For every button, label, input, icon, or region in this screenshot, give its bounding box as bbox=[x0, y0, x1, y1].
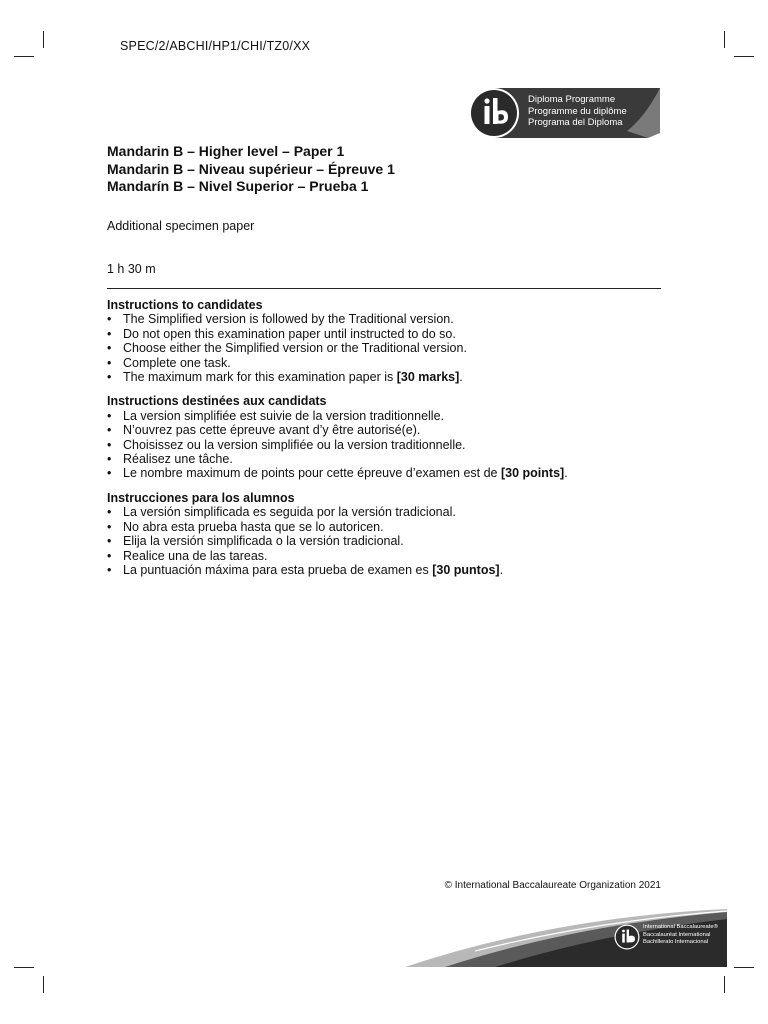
crop-mark bbox=[724, 976, 725, 993]
max-marks: [30 puntos] bbox=[432, 562, 500, 577]
instruction-item bbox=[107, 370, 667, 384]
instruction-tail: . bbox=[499, 562, 504, 577]
bullet-icon: • bbox=[107, 355, 112, 370]
bullet-icon: • bbox=[107, 452, 112, 467]
instructions-list bbox=[107, 409, 667, 481]
footer-logo-line: Bachillerato Internacional bbox=[643, 939, 709, 945]
max-marks: [30 marks] bbox=[396, 370, 460, 385]
footer-logo-line: International Baccalaureate® bbox=[643, 924, 718, 930]
footer-logo-text bbox=[643, 924, 718, 947]
ib-footer-logo bbox=[405, 907, 727, 969]
max-marks: [30 points] bbox=[501, 466, 565, 481]
instruction-item bbox=[107, 505, 667, 519]
instruction-item bbox=[107, 534, 667, 548]
instructions-section bbox=[107, 298, 667, 587]
bullet-icon: • bbox=[107, 534, 112, 549]
instruction-tail: . bbox=[564, 466, 568, 481]
copyright-notice: © International Baccalaureate Organization 2021 bbox=[444, 880, 661, 891]
bullet-icon: • bbox=[107, 548, 112, 563]
instructions-english bbox=[107, 298, 667, 384]
crop-mark bbox=[734, 56, 754, 57]
crop-mark bbox=[43, 31, 44, 48]
exam-duration: 1 h 30 m bbox=[107, 262, 156, 276]
bullet-icon: • bbox=[107, 519, 112, 534]
bullet-icon: • bbox=[107, 312, 112, 327]
crop-mark bbox=[43, 976, 44, 993]
logo-line: Diploma Programme bbox=[528, 94, 616, 105]
title-french: Mandarin B – Niveau supérieur – Épreuve 1 bbox=[107, 160, 395, 177]
bullet-icon: • bbox=[107, 326, 112, 341]
instruction-item bbox=[107, 312, 667, 326]
crop-mark bbox=[14, 56, 34, 57]
footer-logo-line: Baccalauréat International bbox=[643, 931, 711, 938]
instructions-heading: Instructions to candidates bbox=[107, 298, 263, 312]
bullet-icon: • bbox=[107, 341, 112, 356]
instruction-item bbox=[107, 438, 667, 452]
instruction-item bbox=[107, 327, 667, 341]
diploma-programme-logo bbox=[467, 87, 662, 139]
instruction-tail: . bbox=[459, 370, 463, 385]
bullet-icon: • bbox=[107, 408, 112, 423]
logo-line: Programme du diplôme bbox=[528, 105, 627, 117]
bullet-icon: • bbox=[107, 562, 112, 577]
instruction-text: No abra esta prueba hasta que se lo autoricen. bbox=[123, 519, 384, 534]
paper-code: SPEC/2/ABCHI/HP1/CHI/TZ0/XX bbox=[120, 39, 311, 53]
instructions-heading: Instrucciones para los alumnos bbox=[107, 490, 295, 505]
instruction-text: The Simplified version is followed by the Traditional version. bbox=[123, 312, 454, 327]
instruction-text: La versión simplificada es seguida por la versión tradicional. bbox=[123, 505, 456, 520]
instruction-item bbox=[107, 341, 667, 355]
instructions-spanish bbox=[107, 491, 667, 577]
instructions-heading: Instructions destinées aux candidats bbox=[107, 394, 327, 409]
paper-subtitle: Additional specimen paper bbox=[107, 219, 255, 233]
instruction-text: Réalisez une tâche. bbox=[123, 452, 233, 467]
paper-titles bbox=[107, 143, 395, 196]
instruction-text: La version simplifiée est suivie de la version traditionnelle. bbox=[123, 408, 444, 423]
logo-line: Programa del Diploma bbox=[528, 117, 623, 128]
divider bbox=[107, 288, 661, 289]
instruction-item bbox=[107, 563, 667, 577]
instruction-text: Do not open this examination paper until instructed to do so. bbox=[123, 326, 456, 341]
instruction-item bbox=[107, 452, 667, 466]
instructions-list bbox=[107, 312, 667, 384]
instruction-text: N’ouvrez pas cette épreuve avant d’y être autorisé(e). bbox=[123, 423, 421, 438]
bullet-icon: • bbox=[107, 505, 112, 520]
instruction-item bbox=[107, 466, 667, 480]
bullet-icon: • bbox=[107, 423, 112, 438]
instruction-item bbox=[107, 549, 667, 563]
instruction-text: Choisissez ou la version simplifiée ou la version traditionnelle. bbox=[123, 437, 466, 452]
logo-text bbox=[528, 94, 627, 129]
bullet-icon: • bbox=[107, 466, 112, 481]
bullet-icon: • bbox=[107, 437, 112, 452]
instructions-list bbox=[107, 505, 667, 577]
instruction-item bbox=[107, 423, 667, 437]
instruction-text: Elija la versión simplificada o la versión tradicional. bbox=[123, 534, 404, 549]
instruction-text: Le nombre maximum de points pour cette épreuve d’examen est de bbox=[123, 466, 501, 481]
instruction-text: The maximum mark for this examination paper is bbox=[123, 370, 397, 385]
instruction-text: Realice una de las tareas. bbox=[123, 548, 268, 563]
crop-mark bbox=[724, 31, 725, 48]
bullet-icon: • bbox=[107, 370, 112, 385]
instruction-item bbox=[107, 409, 667, 423]
instruction-text: La puntuación máxima para esta prueba de examen es bbox=[123, 562, 433, 577]
instruction-text: Choose either the Simplified version or the Traditional version. bbox=[123, 341, 467, 356]
instructions-french bbox=[107, 394, 667, 480]
instruction-item bbox=[107, 520, 667, 534]
title-english: Mandarin B – Higher level – Paper 1 bbox=[107, 143, 345, 159]
crop-mark bbox=[734, 967, 754, 968]
title-spanish: Mandarín B – Nivel Superior – Prueba 1 bbox=[107, 178, 369, 194]
crop-mark bbox=[14, 967, 34, 968]
instruction-item bbox=[107, 356, 667, 370]
instruction-text: Complete one task. bbox=[123, 355, 231, 370]
